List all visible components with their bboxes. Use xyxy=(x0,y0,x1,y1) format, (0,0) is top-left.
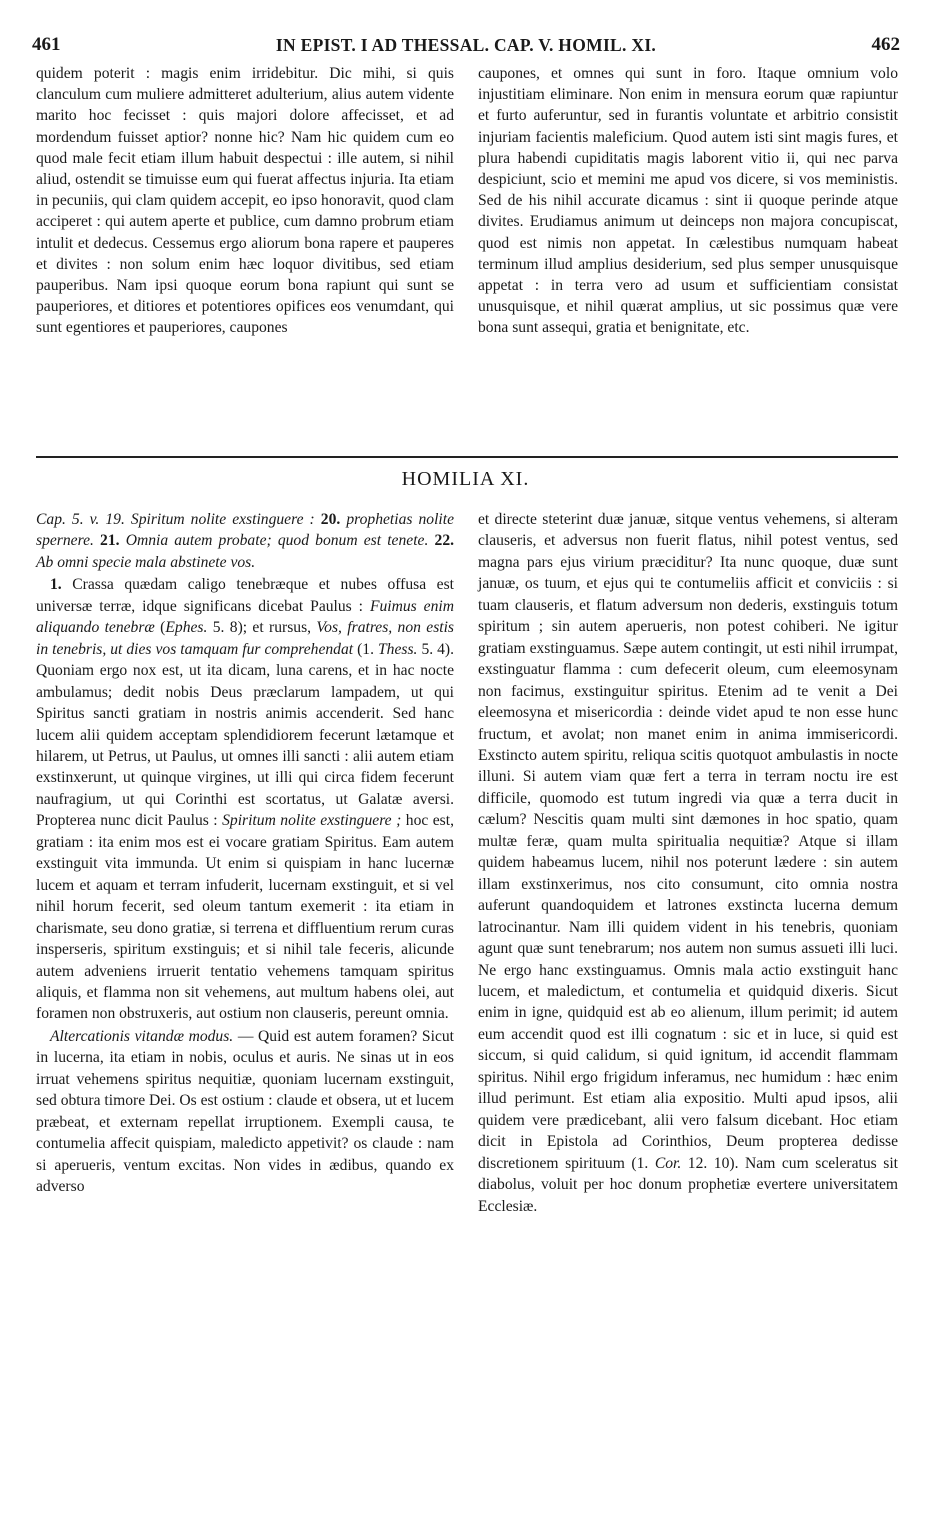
quote-spiritum: Spiritum nolite exstinguere ; xyxy=(222,812,402,830)
verse-19: Spiritum nolite exstinguere : xyxy=(130,511,315,528)
chapter-reference: Cap. 5. v. 19. xyxy=(36,511,125,528)
paragraph-number: 1. xyxy=(50,576,62,594)
right-paragraph xyxy=(478,509,898,1217)
paragraph-2-heading: Altercationis vitandæ modus. xyxy=(50,1027,234,1045)
homily-right-column xyxy=(478,509,898,1217)
verse-header xyxy=(36,509,454,573)
verse-20-number: 20. xyxy=(320,511,341,528)
verse-22-number: 22. xyxy=(434,532,455,550)
page-header xyxy=(32,34,900,58)
section-divider xyxy=(36,456,898,458)
ref-corinthians-book: Cor. xyxy=(654,1154,682,1172)
right-text-a: et directe steterint duæ januæ, sitque ventus vehemens, si alteram clauseris, et adversus non fuerit flatus, nihil potest ventus, sed magna pars ejus virium præciditur? Ita nunc quoque, duæ sunt januæ, os tuum, et ejus qui te contumeliis afficit et conviciis : si tuam clauseris, et flatum adversum non dederis, exstinguis totum spiritum ; sin autem aperueris, non potest cohiberi. Ne igitur gratiam exstinguamus. Sæpe autem contingit, ut esti nihil irrumpat, exstinguatur flamma : cum defecerit oleum, cum eleemosynam non facimus, exstinguitur spiritus. Etenim ad te venit a Dei eleemosyna et misericordia : deinde videt apud te non esse hunc fructum, et avolat; non manet enim in anima immisericordi. Exstincto autem spiritu, reliqua scitis quotquot ambulastis in nocte illuni. Si autem viam quæ fert a terra in terram noctu ire est difficile, quomodo est tutum ingredi via quæ a terra ducit in cælum? Nescitis quam multi sint dæmones in hoc spatio, quam multæ feræ, quam multa spiritualia nequitiæ? Atque si illam quidem habeamus lucem, nihil nos poterunt lædere : sin autem illam exstinxerimus, nos cito consumunt, cito omnia nostra auferunt quandoquidem et latrones exstincta lucerna demum latrocinantur. Nam illi quidem vident in his tenebris, quoniam agunt quæ sunt tenebrarum; nos autem non sumus assueti illi luci. Ne ergo hanc exstinguamus. Omnis mala actio exstinguit hanc lucem, et maledictum, et contumelia et quidquid dixeris. Sicut enim in igne, quidquid est ab eo alienum, illum perimit; id autem eum accendit quod est illi cognatum : sic et in luce, si quid est siccum, si quid calidum, si quid ignitum, id accendit flammam spiritus. Nihil ergo frigidum inferamus, nec humidum : hæc enim illud perimunt. Est etiam alia expositio. Multi apud ipsos, alii quidem vere prædicebant, alii vero falsum dicebant. Hoc etiam dicit in Epistola ad Corinthios, Deum propterea dedisse discretionem spirituum (1. xyxy=(478,511,898,1172)
right-text-b: Nam cum sceleratus sit diabolus, voluit per hoc donum prophetiæ evertere universitatem Ecclesiæ. xyxy=(478,1154,898,1215)
ref-ephesians-book: Ephes. xyxy=(165,619,208,637)
ref-corinthians-rest: 12. 10). xyxy=(687,1154,739,1172)
paragraph-1-text-b: Quoniam ergo nox est, ut ita dicam, luna carens, et in hac nocte ambulamus; dedit nobis Deus præclarum lampadem, ut qui Spiritus sancti gratiam in nostris animis accenderit. Sed hanc lucem alii quidem acceptam splendidiorem fecerunt lætamque et hilarem, ut Petrus, ut Paulus, ut omnes illi sancti : alii autem etiam exstinxerunt, ut quinque virgines, ut illi qui circa fidem fecerunt naufragium, ut qui Corinthi est scortatus, ut Galatæ aversi. Propterea nunc dicit Paulus : xyxy=(36,662,454,830)
paragraph-2-text: — Quid est autem foramen? Sicut in lucerna, ita etiam in nobis, oculus et auris. Ne sinas ut in eos irruat vehemens spiritus nequitiæ, quoniam lucernam exstinguit, sed obtura timore Dei. Os est ostium : claude et obsera, ut et lucem præbeat, et externam repellat irruptionem. Exempli causa, te contumelia affecit quispiam, maledicto appetivit? os claude : nam si aperueris, ventum excitas. Non vides in ædibus, quando ex adverso xyxy=(36,1027,454,1196)
ref-thess-book: Thess. xyxy=(378,640,418,658)
quote-ephesians: Fuimus enim aliquando tenebræ xyxy=(36,597,454,637)
top-right-column xyxy=(478,63,898,339)
paragraph-1-text-c: hoc est, gratiam : ita enim mos est ei vocare gratiam Spiritus. Eam autem exstinguit vita immunda. Ut enim si quispiam in hanc lucernæ lucem et aquam et terram infuderit, lucernam exstinguit, et si vel nihil horum fecerit, sed oleum tantum exemerit : ita etiam in charismate, seu dono gratiæ, si terrena et diffluentium rerum curas insperseris, spiritum exstinguis; et si nihil tale feceris, alicunde autem adveniens irruerit tentatio vehemens tamquam spiritus aliquis, et flamma non sit vehemens, aut multum habens olei, aut foramen non obstruxeris, aut ostium non clauseris, pereunt omnia. xyxy=(36,812,454,1023)
paragraph-1 xyxy=(36,574,454,1025)
verse-22: Ab omni specie mala abstinete vos. xyxy=(36,553,256,571)
page-number-right: 462 xyxy=(871,34,900,55)
verse-21: Omnia autem probate; quod bonum est tenete. xyxy=(125,532,429,550)
running-title: IN EPIST. I AD THESSAL. CAP. V. HOMIL. XI. xyxy=(275,35,657,55)
top-left-text: quidem poterit : magis enim irridebitur. Dic mihi, si quis clanculum cum muliere admitteret adulterium, alius autem vidente marito hoc fecisset : quis majori dolore affecisset, et ad mordendum fuisset aptior? nonne hic? Nam hic quidem cum eo quod male fecit etiam illum habuit despectui : ille autem, si nihil aliud, ostendit se timuisse eum qui fuerat affectus injuria. Ita etiam in pecuniis, qui clam quidem accepit, eo ipso honoravit, quod clam acciperet : qui autem aperte et publice, cum damno probrum etiam intulit et dedecus. Cessemus ergo aliorum bona rapere et pauperes et divites : non solum enim hæc loquor divitibus, sed etiam pauperibus. Nam ipsi quoque eorum bona rapiunt qui sunt se pauperiores, et ditiores et potentiores opifices eos venumdant, qui sunt egentiores et pauperiores, caupones xyxy=(36,65,454,337)
ref-ephesians-open: ( xyxy=(160,619,166,637)
page-number-left: 461 xyxy=(32,34,61,55)
paragraph-2 xyxy=(36,1026,454,1198)
quote-thessalonians: Vos, fratres, non estis in tenebris, ut dies vos tamquam fur comprehendat xyxy=(36,619,454,658)
ref-thess-rest: 5. 4). xyxy=(421,640,455,658)
homily-left-column xyxy=(36,509,454,1198)
top-right-text: caupones, et omnes qui sunt in foro. Itaque omnium volo injustitiam eliminare. Non enim in mensura eorum quæ rapiuntur et furto auferuntur, sed in furantis voluntate et arbitrio consistit injuriam facientis maleficium. Quod autem isti sint magis fures, et plura habendi cupiditatis magis laborent vitio ii, qui nec parva despiciunt, scio et memini me apud vos dicere, si vos meministis. Sed de his nihil accurate dicamus : sint ii quoque perinde atque divites. Erudiamus animum ut deinceps non majora concupiscat, quod est nimis non appetat. In cælestibus numquam habeat terminum illud amplius desiderium, sed plus semper unusquisque appetat : in terra vero ad usum et sufficientiam consistat unusquisque, et nihil quærat amplius, ut sic possimus quæ vere bona sunt assequi, gratia et benignitate, etc. xyxy=(478,65,898,337)
verse-20: prophetias nolite spernere. xyxy=(36,511,455,550)
top-left-column xyxy=(36,63,454,339)
ref-thess-open: (1. xyxy=(357,640,374,658)
paragraph-1-text-a: Crassa quædam caligo tenebræque et nubes offusa est universæ terræ, idque significans dicebat Paulus : xyxy=(36,576,454,615)
ref-ephesians-rest: 5. 8); et rursus, xyxy=(212,619,312,637)
homily-title: HOMILIA XI. xyxy=(401,468,530,490)
verse-21-number: 21. xyxy=(100,532,120,550)
